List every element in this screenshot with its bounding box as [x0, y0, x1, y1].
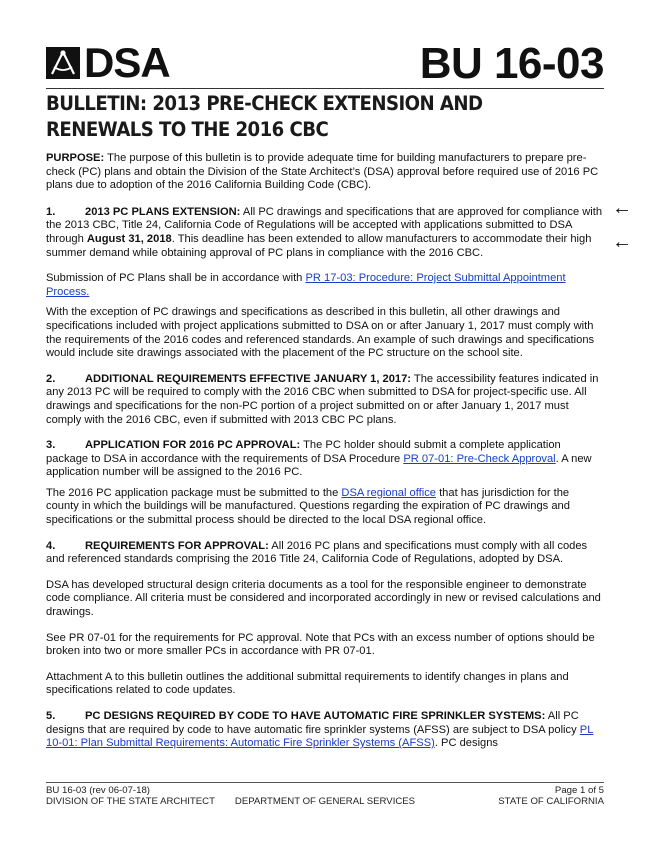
section-5-text-a: All PC designs that are required by code to have automatic fire sprinkler systems (AFSS) are subject to DSA policy — [46, 710, 580, 736]
section-2-paragraph — [46, 373, 604, 427]
section-3-text-a: The PC holder should submit a complete application package to DSA in accordance with the requirements of DSA Procedure — [46, 439, 561, 465]
logo-text: DSA — [84, 39, 170, 86]
footer-divider — [46, 782, 604, 783]
dsa-logo-icon — [46, 47, 80, 79]
left-arrow-icon: ← — [612, 231, 632, 253]
criteria-paragraph: DSA has developed structural design criteria documents as a tool for the responsible engineer to demonstrate code compliance. All criteria must be considered and incorporated accordingly in new or revised calculations and drawings. — [46, 578, 601, 619]
regional-office-paragraph — [46, 487, 604, 528]
section-5-text-b: . PC designs — [434, 737, 499, 750]
bulletin-number: BU 16-03 — [419, 39, 604, 88]
submission-text: Submission of PC Plans shall be in accordance with — [46, 272, 306, 285]
pc-approval-paragraph: See PR 07-01 for the requirements for PC approval. Note that PCs with an excess number of options should be broken into two or more smaller PCs in accordance with PR 07-01. — [46, 631, 595, 658]
section-2-number: 2. — [46, 372, 56, 385]
purpose-text: The purpose of this bulletin is to provide adequate time for building manufacturers to prepare pre-check (PC) plans and obtain the Division of the State Architect’s (DSA) approval before required use of 2016 PC plans due to adoption of the 2016 California Building Code (CBC). — [46, 152, 599, 192]
pr-17-03-link[interactable]: PR 17-03: Procedure: Project Submittal Appointment Process. — [46, 272, 566, 298]
section-4-paragraph — [46, 540, 604, 567]
section-5-paragraph — [46, 710, 604, 751]
footer-department: DEPARTMENT OF GENERAL SERVICES — [234, 796, 416, 807]
footer-doc-revision: BU 16-03 (rev 06-07-18) — [46, 785, 150, 796]
purpose-label: PURPOSE: — [46, 152, 105, 164]
section-4-heading: REQUIREMENTS FOR APPROVAL: — [85, 539, 269, 552]
footer-page-number: Page 1 of 5 — [554, 785, 604, 796]
regional-text-a: The 2016 PC application package must be submitted to the — [46, 486, 342, 499]
submission-paragraph — [46, 272, 604, 299]
section-1-number: 1. — [46, 205, 56, 218]
dsa-logo — [46, 39, 170, 86]
section-4-text: All 2016 PC plans and specifications must comply with all codes and referenced standards comprising the 2016 Title 24, California Code of Regulations, adopted by DSA. — [46, 539, 588, 566]
section-5-number: 5. — [46, 710, 56, 722]
header-divider — [46, 88, 604, 89]
pl-10-01-link[interactable]: PL 10-01: Plan Submittal Requirements: Automatic Fire Sprinkler Systems (AFSS) — [46, 723, 594, 750]
exception-paragraph: With the exception of PC drawings and specifications as described in this bulletin, all other drawings and specifications included with project applications submitted to DSA on or after January 1, 2017 must comply with the requirements of the 2016 codes and referenced standards. An example of such drawings and specifications would include site drawings associated with the placement of the PC structure on the school site. — [46, 306, 595, 360]
dsa-regional-office-link[interactable]: DSA regional office — [341, 486, 436, 499]
regional-text-b: that has jurisdiction for the county in which the buildings will be manufactured. Questions regarding the expiration of PC drawings and specifications or the submittal process should be directed to the local DSA regional office. — [46, 486, 570, 527]
section-1-text-b: . This deadline has been extended to allow manufacturers to accommodate their high summer demand while obtaining approval of PC plans in compliance with the 2016 CBC. — [46, 232, 592, 259]
section-1-text-a: All PC drawings and specifications that are approved for compliance with the 2013 CBC, Title 24, California Code of Regulations will be accepted with applications submitted to DSA through — [46, 205, 603, 245]
section-1-paragraph — [46, 206, 604, 260]
purpose-paragraph — [46, 152, 604, 193]
section-1-heading: 2013 PC PLANS EXTENSION: — [85, 205, 241, 218]
left-arrow-icon: ← — [612, 197, 632, 219]
section-3-text-b: . A new application number will be assigned to the 2016 PC. — [46, 452, 592, 479]
section-2-heading: ADDITIONAL REQUIREMENTS EFFECTIVE JANUARY 1, 2017: — [85, 372, 412, 385]
section-1-date: August 31, 2018 — [86, 232, 172, 245]
section-3-paragraph — [46, 439, 604, 480]
attachment-paragraph: Attachment A to this bulletin outlines the additional submittal requirements to identify changes in plans and specifications related to code updates. — [46, 670, 569, 697]
bulletin-title: BULLETIN: 2013 PRE-CHECK EXTENSION AND RENEWALS TO THE 2016 CBC — [46, 92, 483, 141]
footer-division: DIVISION OF THE STATE ARCHITECT — [46, 796, 215, 807]
section-4-number: 4. — [46, 539, 56, 552]
pr-07-01-link[interactable]: PR 07-01: Pre-Check Approval — [403, 452, 556, 465]
section-5-heading: PC DESIGNS REQUIRED BY CODE TO HAVE AUTOMATIC FIRE SPRINKLER SYSTEMS: — [85, 710, 546, 722]
section-3-heading: APPLICATION FOR 2016 PC APPROVAL: — [85, 439, 301, 452]
bulletin-body — [46, 152, 604, 763]
section-3-number: 3. — [46, 439, 56, 452]
footer-state: STATE OF CALIFORNIA — [498, 796, 604, 807]
section-2-text: The accessibility features indicated in any 2013 PC will be required to comply with the 2016 CBC when submitted to DSA for project-specific use. All drawings and specifications for the non-PC portion of a project submitted on or after January 1, 2017 must comply with the 2016 CBC, even if submitted with 2013 CBC PC plans. — [46, 372, 599, 426]
